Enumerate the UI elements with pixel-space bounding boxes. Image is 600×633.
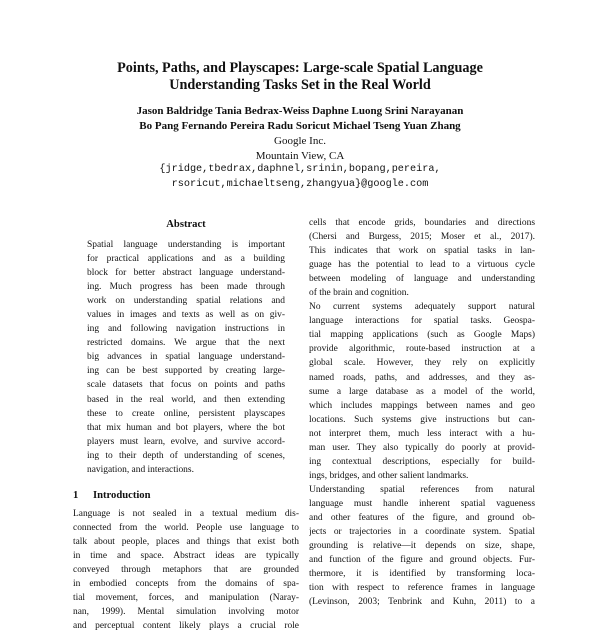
text-line: players must learn, evolve, and survive accord- xyxy=(87,436,285,447)
text-line: based in the real world, and then extending xyxy=(87,394,285,405)
text-line: Language is not sealed in a textual medium dis- xyxy=(73,508,299,519)
text-line: connected from the world. People use language to xyxy=(73,522,299,533)
introduction-body xyxy=(73,507,299,633)
abstract-body xyxy=(87,238,285,477)
text-line: language must handle inherent spatial vagueness xyxy=(309,498,535,509)
section-number: 1 xyxy=(73,489,79,501)
text-line: navigation, and interactions. xyxy=(87,464,194,475)
text-line: conveyed through metaphors that are grounded xyxy=(73,564,299,575)
text-line: locations. Such systems give instructions but can- xyxy=(309,414,535,425)
text-line: (Levinson, 2003; Tenbrink and Kuhn, 2011) to a xyxy=(309,597,535,608)
text-line: This indicates that work on spatial tasks in lan- xyxy=(309,246,535,257)
text-line: which includes mappings between names and geo xyxy=(309,400,535,411)
paper-title-line-2: Understanding Tasks Set in the Real World xyxy=(169,77,431,93)
text-line: values in images and texts as well as on giv- xyxy=(87,310,285,321)
email-list-line-1: {jridge,tbedrax,daphnel,srinin,bopang,pereira, xyxy=(159,164,441,175)
text-line: ing contextual descriptions, especially for build- xyxy=(309,456,535,467)
text-line: these to create online, persistent playscapes xyxy=(87,408,285,419)
text-line: thermore, it is identified by transforming loca- xyxy=(309,569,535,580)
text-line: between modeling of language and understanding xyxy=(309,274,535,285)
text-line: Spatial language understanding is important xyxy=(87,240,285,250)
text-line: ing can be best supported by creating large- xyxy=(87,366,285,377)
text-line: (Chersi and Burgess, 2015; Moser et al., 2017). xyxy=(309,232,535,243)
text-line: and perceptual content likely plays a crucial role xyxy=(73,621,299,632)
text-line: cells that encode grids, boundaries and directions xyxy=(309,218,535,228)
text-line: and other features of the figure, and ground ob- xyxy=(309,512,535,523)
text-line: Understanding spatial references from natural xyxy=(309,484,535,495)
text-line: ing. Much progress has been made through xyxy=(87,282,285,293)
section-title: Introduction xyxy=(93,489,151,501)
text-line: work on understanding spatial relations and xyxy=(87,296,285,307)
text-line: language interactions for spatial tasks. Geospa- xyxy=(309,316,535,327)
text-line: that mix human and bot players, where the bot xyxy=(87,422,285,433)
text-line: tion with respect to reference frames in language xyxy=(309,583,535,594)
text-line: for practical applications and as a building xyxy=(87,254,285,265)
abstract-heading: Abstract xyxy=(166,219,206,230)
text-line: in time and space. Abstract ideas are typically xyxy=(73,550,299,561)
author-list-line-1: Jason Baldridge Tania Bedrax-Weiss Daphne Luong Srini Narayanan xyxy=(136,105,464,117)
text-line: man user. They also typically do poorly at provid- xyxy=(309,442,535,453)
email-list-line-2: rsoricut,michaeltseng,zhangyua}@google.com xyxy=(171,179,429,190)
text-line: in embodied concepts from the domains of spa- xyxy=(73,579,299,590)
text-line: talk about people, places and things that exist both xyxy=(73,536,299,547)
text-line: and function of the figure and ground objects. Fur- xyxy=(309,555,535,566)
text-line: sume a large database as a model of the world, xyxy=(309,386,535,397)
text-line: of the brain and cognition. xyxy=(309,288,409,299)
text-line: provide algorithmic, route-based instruction at a xyxy=(309,344,535,355)
author-list-line-2: Bo Pang Fernando Pereira Radu Soricut Michael Tseng Yuan Zhang xyxy=(139,120,461,132)
affiliation: Google Inc. xyxy=(274,135,326,147)
location: Mountain View, CA xyxy=(255,150,345,162)
text-line: No current systems adequately support natural xyxy=(309,302,535,313)
text-line: grounding is relative—it depends on size, shape, xyxy=(309,541,535,552)
text-line: restricted domains. We argue that the next xyxy=(87,338,285,349)
text-line: scale datasets that focus on points and paths xyxy=(87,380,285,391)
left-column xyxy=(73,216,299,633)
text-line: ing and following navigation instructions in xyxy=(87,324,285,335)
text-line: not interpret them, much less interact with a hu- xyxy=(309,428,535,439)
text-line: big advances in spatial language understand- xyxy=(87,352,285,363)
text-line: tial movement, forces, and manipulation (Naray- xyxy=(73,593,299,604)
text-line: jects or trajectories in a coordinate system. Spatial xyxy=(309,527,535,538)
text-line: ing to their depth of understanding of scenes, xyxy=(87,450,285,461)
text-line: global scale. However, they rely on explicitly xyxy=(309,358,535,369)
text-line: block for better abstract language understand- xyxy=(87,268,285,279)
text-line: nan, 1999). Mental simulation involving motor xyxy=(73,607,299,618)
paper-title-line-1: Points, Paths, and Playscapes: Large-scale Spatial Language xyxy=(117,60,483,76)
right-column xyxy=(309,216,535,609)
text-line: named roads, paths, and addresses, and they as- xyxy=(309,372,535,383)
text-line: guage has the potential to lead to a virtuous cycle xyxy=(309,260,535,271)
text-line: tial mapping applications (such as Google Maps) xyxy=(309,330,535,341)
text-line: ings, bridges, and other salient landmarks. xyxy=(309,470,469,481)
section-heading-introduction xyxy=(73,485,299,507)
